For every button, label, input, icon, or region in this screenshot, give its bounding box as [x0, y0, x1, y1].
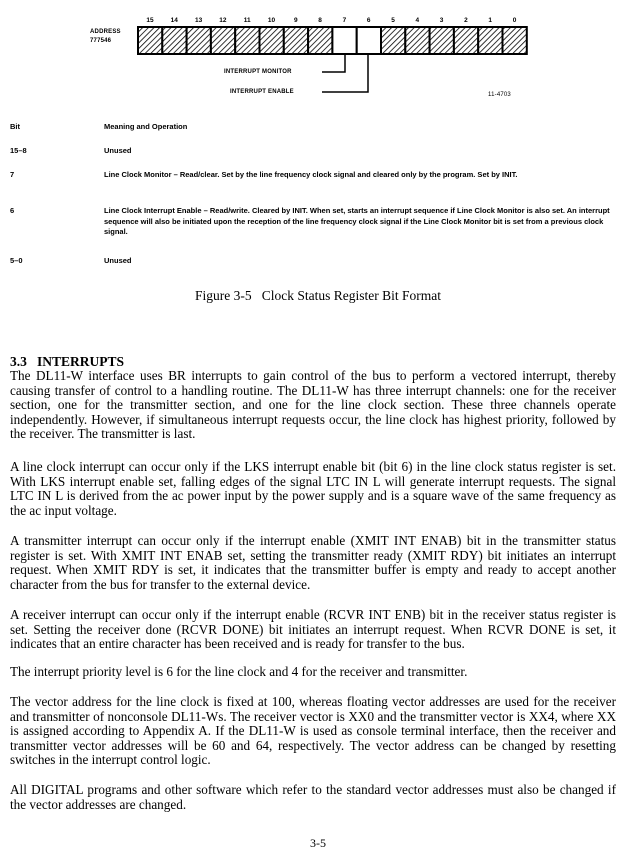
bit-number-label: 12 [219, 17, 227, 24]
table-row-meaning: Line Clock Monitor – Read/clear. Set by the line frequency clock signal and cleared only by the program. Set by INIT. [104, 170, 518, 179]
paragraph: The DL11-W interface uses BR interrupts to gain control of the bus to perform a vectored interrupt, thereby causing transfer of control to a handling routine. The DL11-W has three interrupt channels: one for the receiver section, one for the transmitter section, and one for the line clock section. These three channels operate independently. However, if simultaneous interrupt requests occur, the line clock has highest priority, followed by the receiver. The transmitter is last. [10, 368, 616, 442]
monitor-leader-line [322, 54, 345, 72]
register-bit-15-unused [138, 27, 162, 54]
paragraph: The vector address for the line clock is fixed at 100, whereas floating vector addresses are used for the receiver and transmitter of nonconsole DL11-Ws. The receiver vector is XX0 and the transmitter vector is XX4, where XX is assigned according to Appendix A. If the DL11-W is used as console terminal interface, then the receiver and transmitter vector addresses will be 60 and 64, respectively. The vector address can be changed by resetting switches in the interrupt control logic. [10, 694, 616, 768]
register-bit-5-unused [381, 27, 405, 54]
table-row-bit: 7 [10, 170, 15, 179]
bit-number-label: 1 [488, 17, 492, 24]
bit-number-label: 8 [318, 17, 322, 24]
register-bit-cells [0, 0, 636, 110]
paragraph: A line clock interrupt can occur only if the LKS interrupt enable bit (bit 6) in the line clock status register is set. With LKS interrupt enable set, falling edges of the signal LTC IN L will generate interrupt requests. The signal LTC IN L is derived from the ac power input by the power supply and is a square wave of the same frequency as the ac input voltage. [10, 459, 616, 518]
register-bit-9-unused [284, 27, 308, 54]
bit-number-label: 3 [439, 17, 444, 24]
register-bit-1-unused [478, 27, 502, 54]
table-row-bit: 6 [10, 206, 15, 215]
table-header-bit: Bit [10, 122, 20, 131]
bit-number-label: 13 [194, 17, 203, 24]
bit-number-label: 0 [512, 17, 517, 24]
section-title: INTERRUPTS [37, 354, 125, 369]
bit-number-label: 5 [391, 17, 395, 24]
register-bit-13-unused [187, 27, 211, 54]
register-bit-2-unused [454, 27, 478, 54]
bit-number-label: 9 [293, 17, 298, 24]
callout-interrupt-monitor: INTERRUPT MONITOR [224, 69, 292, 75]
bit-number-label: 15 [146, 17, 154, 24]
bit-number-label: 4 [415, 17, 420, 24]
table-row-bit: 5–0 [10, 256, 23, 265]
register-bit-6-used [357, 27, 381, 54]
bit-number-label: 11 [243, 17, 251, 24]
bit-number-label: 10 [267, 17, 276, 24]
register-bit-8-unused [308, 27, 332, 54]
register-bit-10-unused [260, 27, 284, 54]
register-bit-4-unused [405, 27, 429, 54]
address-value: 777546 [90, 38, 112, 44]
callout-interrupt-enable: INTERRUPT ENABLE [230, 89, 294, 95]
bit-number-label: 2 [464, 17, 468, 24]
table-row-meaning: Unused [104, 146, 132, 155]
paragraph: A receiver interrupt can occur only if the interrupt enable (RCVR INT ENB) bit in the receiver status register is set. Setting the receiver done (RCVR DONE) bit initiates an interrupt request. When RCVR DONE is set, it indicates that an entire character has been received and is ready for transfer to the bus. [10, 607, 616, 652]
paragraph: The interrupt priority level is 6 for the line clock and 4 for the receiver and transmitter. [10, 664, 468, 679]
bit-number-label: 14 [170, 17, 178, 24]
register-bit-12-unused [211, 27, 235, 54]
register-bit-11-unused [235, 27, 259, 54]
register-bit-14-unused [162, 27, 186, 54]
table-header-meaning: Meaning and Operation [104, 122, 188, 131]
register-bit-0-unused [503, 27, 527, 54]
section-number: 3.3 [10, 354, 27, 369]
register-bit-7-used [332, 27, 356, 54]
table-row-meaning: Line Clock Interrupt Enable – Read/write. Cleared by INIT. When set, starts an interrupt sequence if Line Clock Monitor is also set. An interrupt sequence will also be initiated upon the reception of the line frequency clock signal if the Line Clock Monitor bit is set from a previous clock signal. [104, 206, 610, 237]
bit-number-label: 6 [366, 17, 371, 24]
table-row-bit: 15–8 [10, 146, 27, 155]
address-label: ADDRESS [90, 29, 121, 35]
figure-caption: Figure 3-5 Clock Status Register Bit Format [195, 288, 441, 303]
page-number: 3-5 [310, 836, 326, 850]
drawing-number: 11-4703 [488, 92, 511, 98]
register-diagram [0, 0, 636, 110]
table-row-meaning: Unused [104, 256, 132, 265]
register-bit-3-unused [430, 27, 454, 54]
paragraph: All DIGITAL programs and other software which refer to the standard vector addresses must also be changed if the vector addresses are changed. [10, 782, 616, 812]
bit-number-label: 7 [342, 17, 347, 24]
paragraph: A transmitter interrupt can occur only if the interrupt enable (XMIT INT ENAB) bit in the transmitter status register is set. With XMIT INT ENAB set, setting the transmitter ready (XMIT RDY) bit initiates an interrupt request. When XMIT RDY is set, it indicates that the transmitter buffer is empty and ready to accept another character from the bus for transfer to the external device. [10, 533, 616, 592]
